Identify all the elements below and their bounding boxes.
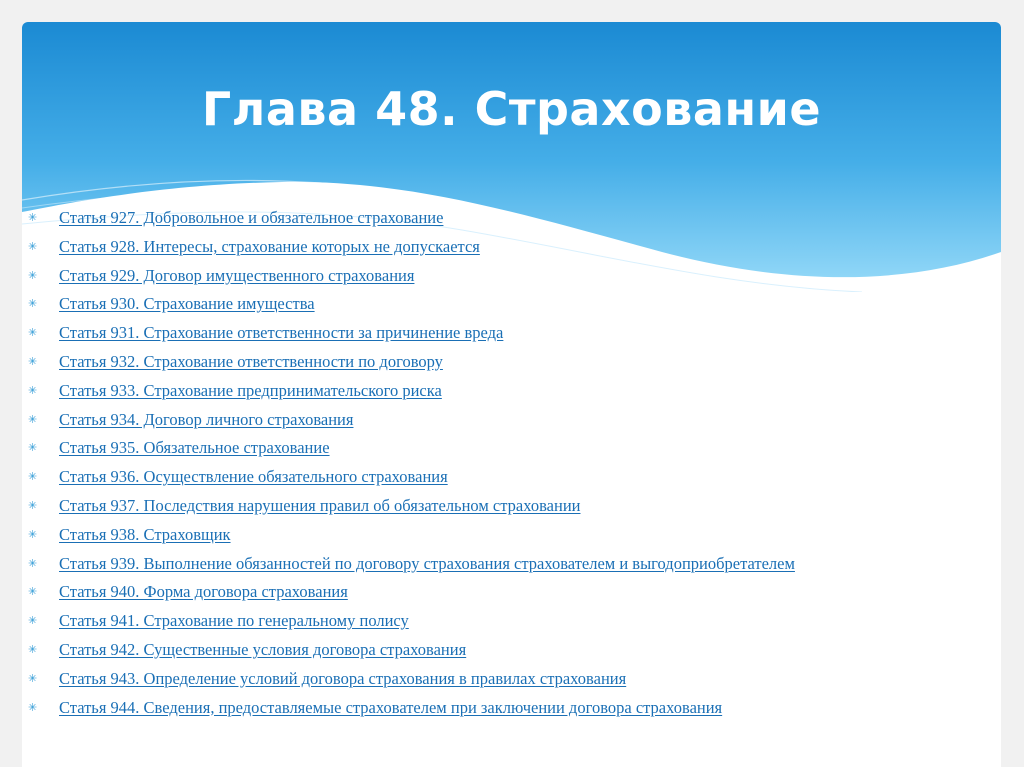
star-bullet-icon: ✳ — [28, 700, 38, 714]
star-bullet-icon: ✳ — [28, 326, 38, 340]
article-link[interactable]: Статья 931. Страхование ответственности за причинение вреда — [59, 323, 504, 343]
star-bullet-icon: ✳ — [28, 642, 38, 656]
article-link[interactable]: Статья 929. Договор имущественного страхования — [59, 265, 415, 285]
article-link[interactable]: Статья 938. Страховщик — [59, 524, 231, 544]
star-bullet-icon: ✳ — [28, 297, 38, 311]
star-bullet-icon: ✳ — [28, 527, 38, 541]
star-bullet-icon: ✳ — [28, 671, 38, 685]
star-bullet-icon: ✳ — [28, 498, 38, 512]
star-bullet-icon: ✳ — [28, 354, 38, 368]
article-link[interactable]: Статья 930. Страхование имущества — [59, 294, 315, 314]
star-bullet-icon: ✳ — [28, 412, 38, 426]
article-link[interactable]: Статья 940. Форма договора страхования — [59, 582, 348, 602]
star-bullet-icon: ✳ — [28, 585, 38, 599]
article-link[interactable]: Статья 939. Выполнение обязанностей по договору страхования страхователем и выгодоприобретателем — [59, 553, 795, 573]
article-link[interactable]: Статья 928. Интересы, страхование которых не допускается — [59, 236, 480, 256]
article-link[interactable]: Статья 942. Существенные условия договора страхования — [59, 639, 467, 659]
article-link[interactable]: Статья 935. Обязательное страхование — [59, 438, 330, 458]
slide — [22, 22, 1001, 767]
star-bullet-icon: ✳ — [28, 441, 38, 455]
star-bullet-icon: ✳ — [28, 470, 38, 484]
article-link[interactable]: Статья 937. Последствия нарушения правил об обязательном страховании — [59, 495, 581, 515]
star-bullet-icon: ✳ — [28, 211, 38, 224]
article-link[interactable]: Статья 941. Страхование по генеральному полису — [59, 611, 409, 631]
star-bullet-icon: ✳ — [28, 268, 38, 282]
article-link[interactable]: Статья 927. Добровольное и обязательное страхование — [59, 208, 444, 227]
star-bullet-icon: ✳ — [28, 556, 38, 570]
page-title: Глава 48. Страхование — [201, 82, 822, 136]
article-link[interactable]: Статья 944. Сведения, предоставляемые страхователем при заключении договора страхования — [59, 697, 723, 717]
star-bullet-icon: ✳ — [28, 383, 38, 397]
article-link[interactable]: Статья 934. Договор личного страхования — [59, 409, 354, 429]
article-link[interactable]: Статья 943. Определение условий договора страхования в правилах страхования — [59, 668, 627, 688]
article-link[interactable]: Статья 936. Осуществление обязательного страхования — [59, 467, 448, 487]
article-link[interactable]: Статья 933. Страхование предпринимательского риска — [59, 380, 442, 400]
star-bullet-icon: ✳ — [28, 614, 38, 628]
star-bullet-icon: ✳ — [28, 239, 38, 253]
article-link[interactable]: Статья 932. Страхование ответственности по договору — [59, 351, 443, 371]
